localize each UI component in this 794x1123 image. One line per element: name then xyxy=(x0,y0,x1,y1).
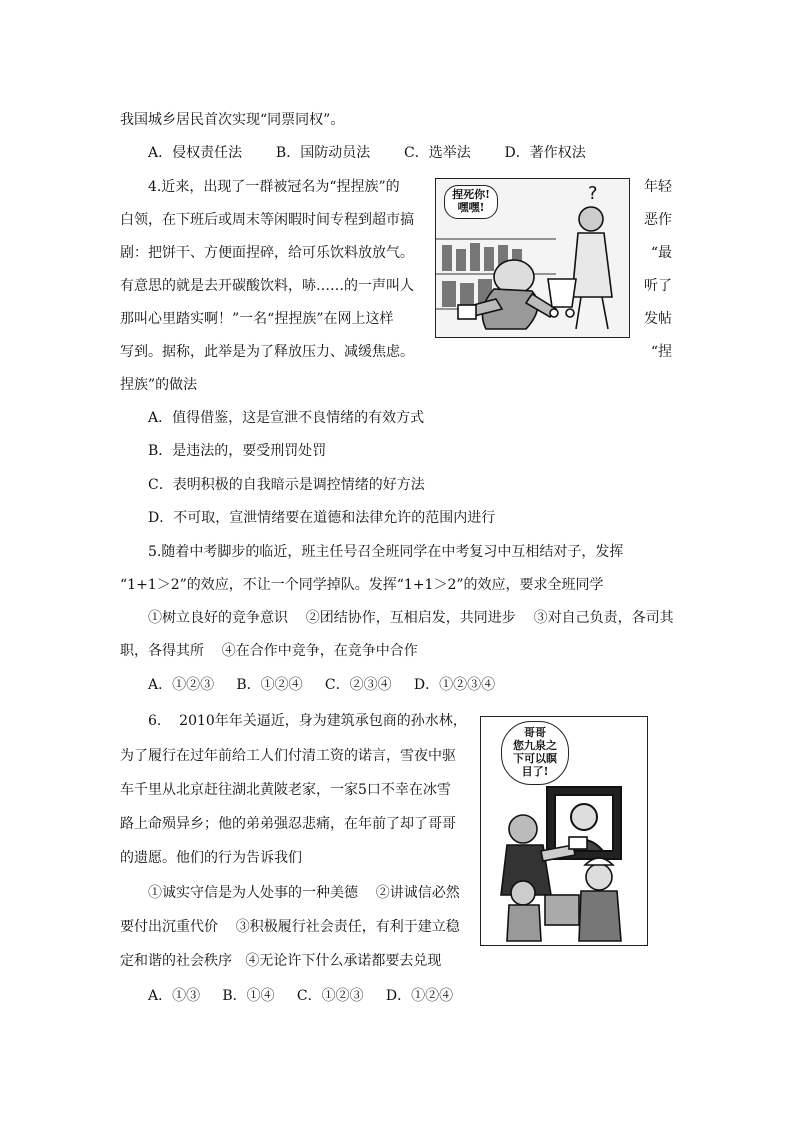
q6-line-2: 为了履行在过年前给工人们付清工资的诺言，雪夜中驱 xyxy=(120,748,456,764)
q6-line-5: 的遗愿。他们的行为告诉我们 xyxy=(120,850,302,866)
q3-options: A．侵权责任法 B．国防动员法 C．选举法 D．著作权法 xyxy=(148,145,586,161)
q4-option-c: C．表明积极的自我暗示是调控情绪的好方法 xyxy=(148,477,425,493)
q6-line-3: 车千里从北京赶往湖北黄陂老家，一家5口不幸在冰雪 xyxy=(120,782,451,798)
q4-cartoon-illustration xyxy=(435,178,630,338)
q4-right-5: 发帖 xyxy=(644,311,672,327)
q4-right-6: “捏 xyxy=(650,344,672,360)
q4-right-2: 恶作 xyxy=(644,212,672,228)
q4-right-1: 年轻 xyxy=(644,179,672,195)
q4-line-6: 写到。据称，此举是为了释放压力、减缓焦虑。 xyxy=(120,344,414,360)
q6-cartoon-illustration xyxy=(480,716,648,946)
svg-text:?: ? xyxy=(588,183,598,204)
q6-speech-bubble: 哥哥 您九泉之 下可以瞑 目了! xyxy=(501,721,569,785)
q6-line-8: 定和谐的社会秩序 ④无论许下什么承诺都要去兑现 xyxy=(120,953,442,969)
q4-speech-bubble: 捏死你! 嘿嘿! xyxy=(444,185,498,219)
q4-line-1: 4.近来，出现了一群被冠名为“捏捏族”的 xyxy=(148,179,400,195)
q5-line-4: 职，各得其所 ④在合作中竞争，在竞争中合作 xyxy=(120,643,418,659)
q4-stem-last: 捏族”的做法 xyxy=(120,377,198,393)
q5-line-2: “1+1＞2”的效应，不让一个同学掉队。发挥“1+1＞2”的效应，要求全班同学 xyxy=(120,577,604,593)
q4-line-2: 白领，在下班后或周末等闲暇时间专程到超市搞 xyxy=(120,212,414,228)
q6-line-4: 路上命殒异乡；他的弟弟强忍悲痛，在年前了却了哥哥 xyxy=(120,816,456,832)
q5-options: A．①②③ B．①②④ C．②③④ D．①②③④ xyxy=(148,677,496,693)
q4-right-3: “最 xyxy=(650,245,672,261)
q4-line-5: 那叫心里踏实啊！”一名“捏捏族”在网上这样 xyxy=(120,311,394,327)
q4-line-4: 有意思的就是去开碳酸饮料，哧……的一声叫人 xyxy=(120,278,414,294)
q5-line-3: ①树立良好的竞争意识 ②团结协作，互相启发，共同进步 ③对自己负责，各司其 xyxy=(148,610,674,626)
q4-right-4: 听了 xyxy=(644,278,672,294)
q6-line-6: ①诚实守信是为人处事的一种美德 ②讲诚信必然 xyxy=(148,885,460,901)
q5-line-1: 5.随着中考脚步的临近，班主任号召全班同学在中考复习中互相结对子，发挥 xyxy=(148,544,624,560)
q4-option-b: B．是违法的，要受刑罚处罚 xyxy=(148,443,327,459)
q4-line-3: 剧：把饼干、方便面捏碎，给可乐饮料放放气。 xyxy=(120,245,414,261)
q6-line-1: 6. 2010年年关逼近，身为建筑承包商的孙水林， xyxy=(148,713,467,729)
q4-option-a: A．值得借鉴，这是宣泄不良情绪的有效方式 xyxy=(148,410,425,426)
q6-line-7: 要付出沉重代价 ③积极履行社会责任，有利于建立稳 xyxy=(120,919,460,935)
q6-options: A．①③ B．①④ C．①②③ D．①②④ xyxy=(148,988,454,1004)
q3-stem-end: 我国城乡居民首次实现“同票同权”。 xyxy=(120,112,345,128)
q4-option-d: D．不可取，宣泄情绪要在道德和法律允许的范围内进行 xyxy=(148,510,496,526)
